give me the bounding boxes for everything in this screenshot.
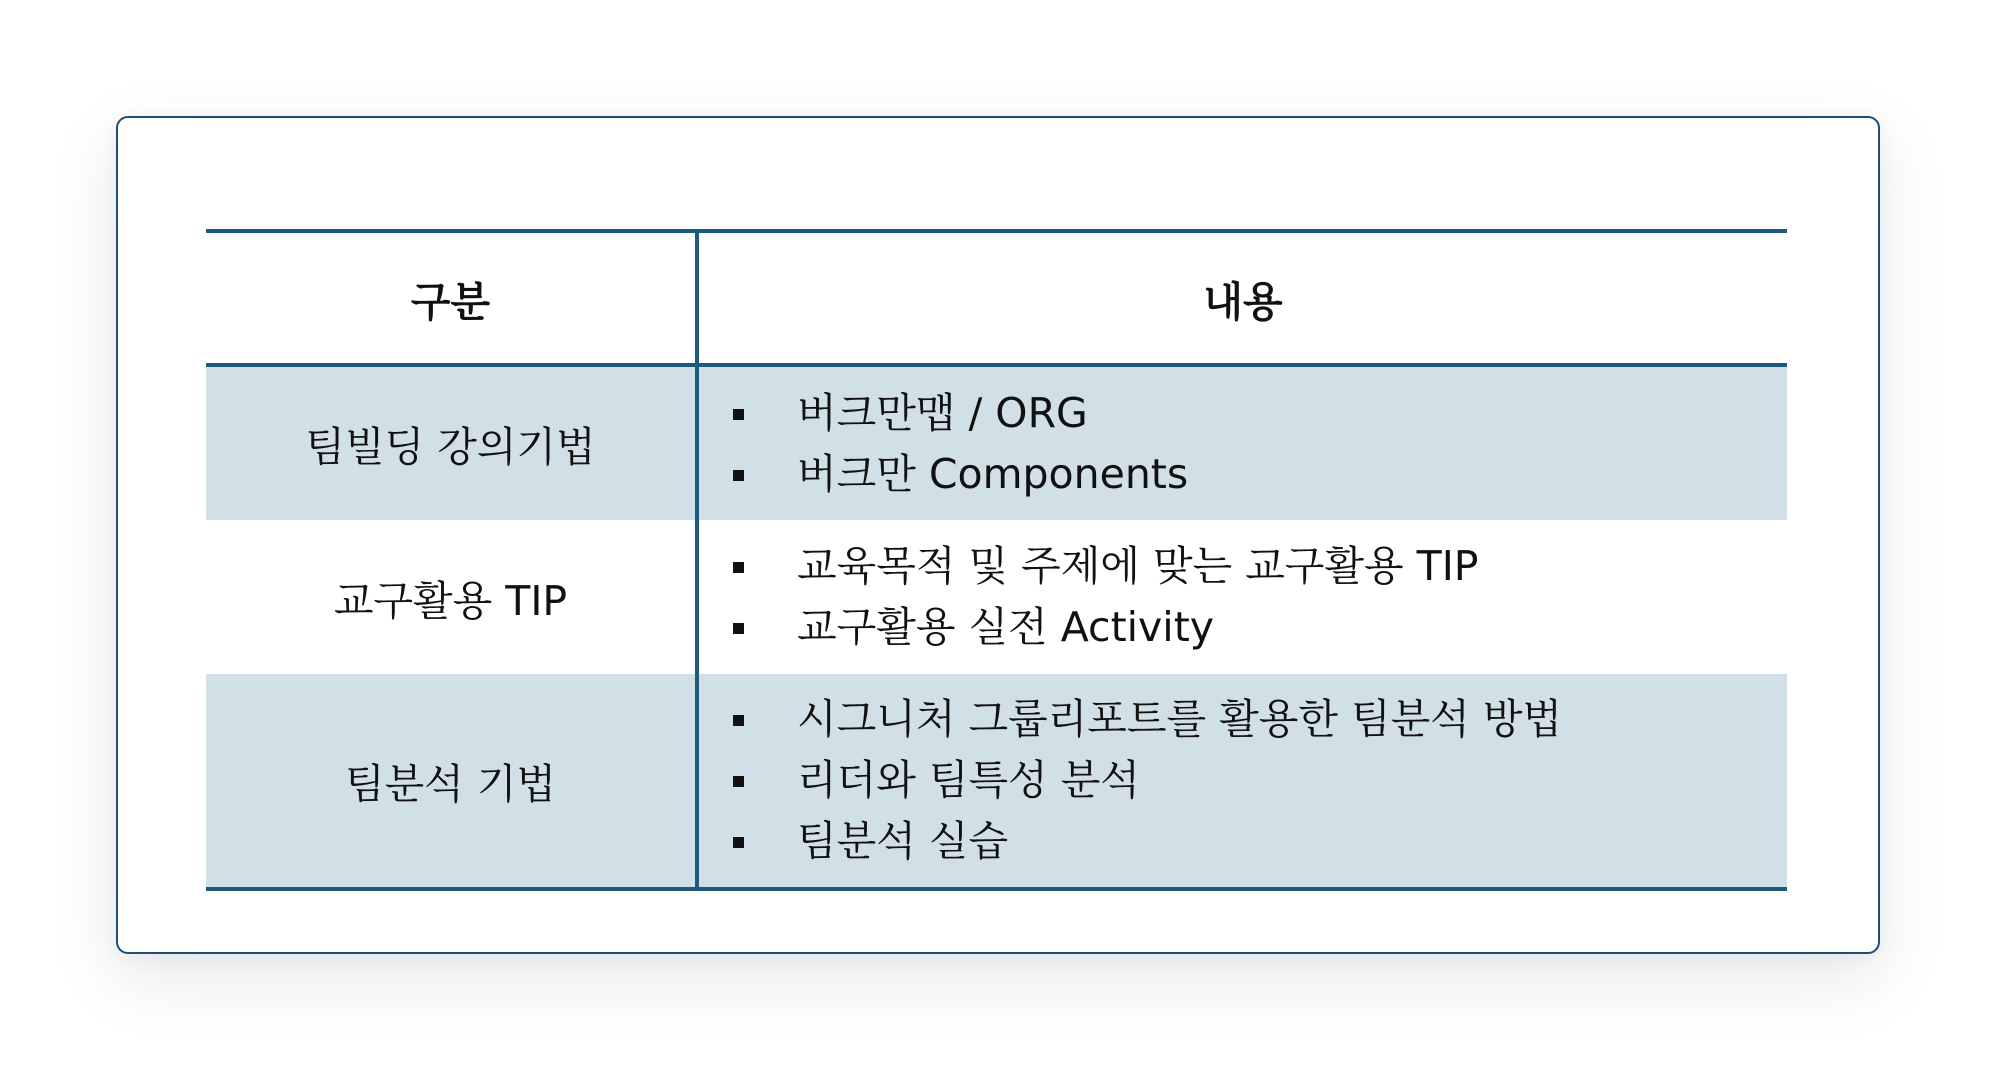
row-content [697,520,1787,674]
table-row [206,365,1787,520]
list-item: 교구활용 실전 Activity [733,597,1787,658]
bullet-list [699,383,1787,505]
table-row [206,674,1787,889]
table-row [206,520,1787,674]
header-content: 내용 [697,231,1787,365]
table-header-row [206,231,1787,365]
row-category: 팀빌딩 강의기법 [206,365,697,520]
list-item: 리더와 팀특성 분석 [733,750,1787,811]
row-category: 교구활용 TIP [206,520,697,674]
list-item: 버크만 Components [733,444,1787,505]
header-category: 구분 [206,231,697,365]
list-item: 시그니처 그룹리포트를 활용한 팀분석 방법 [733,689,1787,750]
content-card [116,116,1880,954]
bullet-list [699,689,1787,872]
list-item: 팀분석 실습 [733,811,1787,872]
bullet-list [699,536,1787,658]
row-content [697,674,1787,889]
curriculum-table [206,229,1787,891]
list-item: 버크만맵 / ORG [733,383,1787,444]
list-item: 교육목적 및 주제에 맞는 교구활용 TIP [733,536,1787,597]
row-content [697,365,1787,520]
row-category: 팀분석 기법 [206,674,697,889]
